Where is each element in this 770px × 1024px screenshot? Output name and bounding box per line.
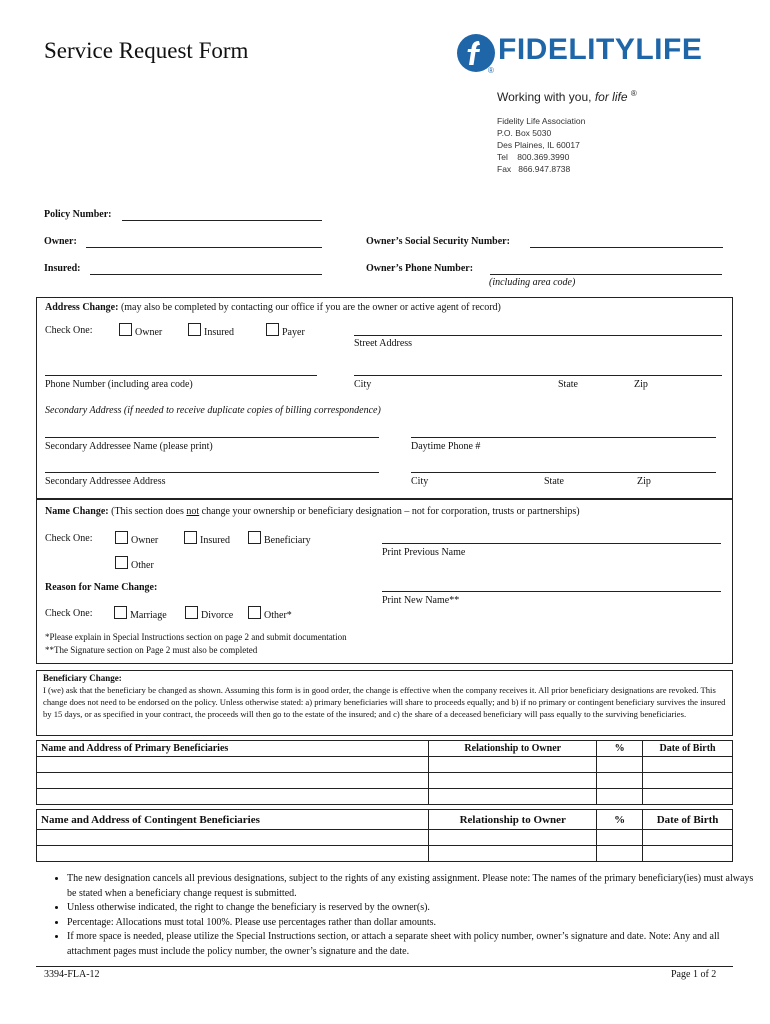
logo-wordmark: FIDELITYLIFE	[498, 33, 703, 66]
table-cell[interactable]	[643, 757, 733, 773]
policy-number-label: Policy Number:	[44, 209, 112, 220]
name-change-heading: Name Change:	[45, 506, 109, 517]
company-city: Des Plaines, IL 60017	[497, 140, 580, 150]
table-cell[interactable]	[597, 830, 643, 846]
print-previous-name-field[interactable]	[382, 543, 721, 544]
reason-option-divorce[interactable]	[185, 606, 233, 621]
list-item: • If more space is needed, please utilize the Special Instructions section, or attach a separate sheet with policy number, owner’s signature and date. Note: Any and all attachment pages must include the policy number, the owner’s signature and the date.	[67, 930, 757, 959]
owner-phone-label: Owner’s Phone Number:	[366, 263, 474, 274]
phone-number-label: Phone Number (including area code)	[45, 379, 193, 390]
address-option-insured[interactable]	[188, 323, 234, 338]
table-cell[interactable]	[429, 830, 597, 846]
owner-label: Owner:	[44, 236, 77, 247]
owner-checkbox[interactable]	[119, 323, 132, 336]
secondary-address-label: Secondary Addressee Address	[45, 476, 166, 487]
beneficiary-change-text: I (we) ask that the beneficiary be changed as shown. Assuming this form is in good order, the change is effective when the company receives it. All prior beneficiary designations are revoked. This change does not need to be endorsed on the policy. Unless otherwise stated: a) primary beneficiaries will share to proceeds equally; and b) if no primary or contingent beneficiary survives the insured by 15 days, or as specified in your contract, the proceeds will then go to the estate of the insured; and c) the share of a deceased beneficiary will pass equally to the surviving beneficiaries.	[43, 685, 726, 719]
address-option-payer[interactable]	[266, 323, 305, 338]
table-cell[interactable]	[429, 757, 597, 773]
secondary-zip-label: Zip	[637, 476, 651, 487]
list-item: • Percentage: Allocations must total 100%. Please use percentages rather than dollar amounts.	[67, 916, 757, 931]
marriage-checkbox[interactable]	[114, 606, 127, 619]
owner-ssn-label: Owner’s Social Security Number:	[366, 236, 510, 247]
address-option-payer-label: Payer	[282, 327, 305, 338]
name-owner-checkbox[interactable]	[115, 531, 128, 544]
name-option-owner-label: Owner	[131, 535, 159, 546]
owner-phone-field[interactable]	[490, 274, 722, 275]
table-row	[37, 757, 733, 773]
reason-option-marriage[interactable]	[114, 606, 167, 621]
address-change-heading-row	[45, 302, 501, 313]
contingent-name-header: Name and Address of Contingent Beneficiaries	[37, 810, 429, 830]
table-row	[37, 830, 733, 846]
beneficiary-change-heading: Beneficiary Change:	[43, 673, 122, 683]
company-tel: Tel 800.369.3990	[497, 152, 570, 162]
address-change-note: (may also be completed by contacting our office if you are the owner or active agent of record)	[120, 302, 501, 313]
reason-heading: Reason for Name Change:	[45, 582, 158, 593]
table-cell[interactable]	[597, 773, 643, 789]
phone-number-field[interactable]	[45, 375, 317, 376]
insured-field[interactable]	[90, 274, 322, 275]
primary-dob-header: Date of Birth	[643, 741, 733, 757]
name-change-heading-row	[45, 506, 580, 517]
address-option-owner[interactable]	[119, 323, 162, 338]
name-option-other[interactable]	[115, 556, 154, 571]
name-option-insured[interactable]	[184, 531, 230, 546]
table-row	[37, 846, 733, 862]
owner-field[interactable]	[86, 247, 322, 248]
table-cell[interactable]	[643, 789, 733, 805]
name-option-owner[interactable]	[115, 531, 158, 546]
tagline	[497, 89, 637, 104]
city-state-zip-field[interactable]	[354, 375, 722, 376]
owner-ssn-field[interactable]	[530, 247, 723, 248]
name-change-note-pre: (This section does	[111, 506, 187, 517]
table-cell[interactable]	[37, 773, 429, 789]
table-cell[interactable]	[37, 789, 429, 805]
notes-list	[40, 872, 757, 959]
company-name: Fidelity Life Association	[497, 116, 586, 126]
primary-header-row	[37, 741, 733, 757]
address-option-owner-label: Owner	[135, 327, 163, 338]
city-label: City	[354, 379, 372, 390]
secondary-address-heading: Secondary Address (if needed to receive duplicate copies of billing correspondence)	[45, 405, 381, 416]
secondary-name-label: Secondary Addressee Name (please print)	[45, 441, 213, 452]
table-cell[interactable]	[37, 846, 429, 862]
list-item: • The new designation cancels all previous designations, subject to the rights of any existing assignment. Please note: The names of the primary beneficiary(ies) must always be stated when a beneficiary change request is submitted.	[67, 872, 757, 901]
payer-checkbox[interactable]	[266, 323, 279, 336]
table-cell[interactable]	[643, 846, 733, 862]
form-title: Service Request Form	[44, 38, 249, 63]
table-cell[interactable]	[597, 757, 643, 773]
primary-relationship-header: Relationship to Owner	[429, 741, 597, 757]
primary-name-header: Name and Address of Primary Beneficiaries	[37, 741, 429, 757]
name-change-note-post: change your ownership or beneficiary designation – not for corporation, trusts or partnerships)	[199, 506, 580, 517]
table-cell[interactable]	[643, 830, 733, 846]
reason-option-marriage-label: Marriage	[130, 610, 167, 621]
secondary-city-label: City	[411, 476, 429, 487]
state-label: State	[558, 379, 578, 390]
page-number: Page 1 of 2	[671, 969, 717, 980]
table-row	[37, 773, 733, 789]
contingent-dob-header: Date of Birth	[643, 810, 733, 830]
reason-option-divorce-label: Divorce	[201, 610, 234, 621]
policy-number-field[interactable]	[122, 220, 322, 221]
daytime-phone-field[interactable]	[411, 437, 716, 438]
table-cell[interactable]	[37, 830, 429, 846]
reason-option-other-label: Other*	[264, 610, 292, 621]
table-cell[interactable]	[37, 757, 429, 773]
table-cell[interactable]	[429, 789, 597, 805]
daytime-phone-label: Daytime Phone #	[411, 441, 481, 452]
primary-percent-header: %	[597, 741, 643, 757]
company-address	[497, 115, 585, 175]
table-row	[37, 789, 733, 805]
contingent-relationship-header: Relationship to Owner	[429, 810, 597, 830]
secondary-address-field[interactable]	[45, 472, 379, 473]
name-option-other-label: Other	[131, 560, 154, 571]
insured-checkbox[interactable]	[188, 323, 201, 336]
primary-beneficiaries-table	[36, 740, 733, 805]
tagline-registered: ®	[630, 89, 637, 98]
print-previous-name-label: Print Previous Name	[382, 547, 466, 558]
tagline-prefix: Working with you,	[497, 90, 595, 104]
table-cell[interactable]	[597, 789, 643, 805]
footnote-signature: **The Signature section on Page 2 must also be completed	[45, 645, 258, 655]
secondary-state-label: State	[544, 476, 564, 487]
contingent-header-row	[37, 810, 733, 830]
contingent-beneficiaries-table	[36, 809, 733, 862]
name-other-checkbox[interactable]	[115, 556, 128, 569]
address-check-one-label: Check One:	[45, 325, 93, 336]
area-code-note: (including area code)	[489, 277, 576, 288]
footnote-explain: *Please explain in Special Instructions section on page 2 and submit documentation	[45, 632, 347, 642]
street-address-field[interactable]	[354, 335, 722, 336]
zip-label: Zip	[634, 379, 648, 390]
print-new-name-field[interactable]	[382, 591, 721, 592]
form-code: 3394-FLA-12	[44, 969, 100, 980]
table-cell[interactable]	[429, 773, 597, 789]
name-change-note-not: not	[186, 506, 200, 517]
company-fax: Fax 866.947.8738	[497, 164, 571, 174]
name-beneficiary-checkbox[interactable]	[248, 531, 261, 544]
company-po-box: P.O. Box 5030	[497, 128, 552, 138]
logo-registered-mark: ®	[488, 66, 494, 75]
table-cell[interactable]	[597, 846, 643, 862]
reason-check-one-label: Check One:	[45, 608, 93, 619]
street-address-label: Street Address	[354, 338, 413, 349]
table-cell[interactable]	[429, 846, 597, 862]
secondary-name-field[interactable]	[45, 437, 379, 438]
address-option-insured-label: Insured	[204, 327, 234, 338]
print-new-name-label: Print New Name**	[382, 595, 460, 606]
name-check-one-label: Check One:	[45, 533, 93, 544]
name-option-insured-label: Insured	[200, 535, 230, 546]
name-option-beneficiary-label: Beneficiary	[264, 535, 311, 546]
divorce-checkbox[interactable]	[185, 606, 198, 619]
secondary-city-state-zip-field[interactable]	[411, 472, 716, 473]
footer-divider	[36, 966, 733, 967]
address-change-heading: Address Change:	[45, 302, 119, 313]
insured-label: Insured:	[44, 263, 81, 274]
reason-other-checkbox[interactable]	[248, 606, 261, 619]
list-item: • Unless otherwise indicated, the right to change the beneficiary is reserved by the owner(s).	[67, 901, 757, 916]
contingent-percent-header: %	[597, 810, 643, 830]
name-insured-checkbox[interactable]	[184, 531, 197, 544]
table-cell[interactable]	[643, 773, 733, 789]
tagline-italic: for life	[594, 90, 628, 104]
reason-option-other[interactable]	[248, 606, 292, 621]
name-option-beneficiary[interactable]	[248, 531, 311, 546]
logo	[456, 33, 736, 77]
